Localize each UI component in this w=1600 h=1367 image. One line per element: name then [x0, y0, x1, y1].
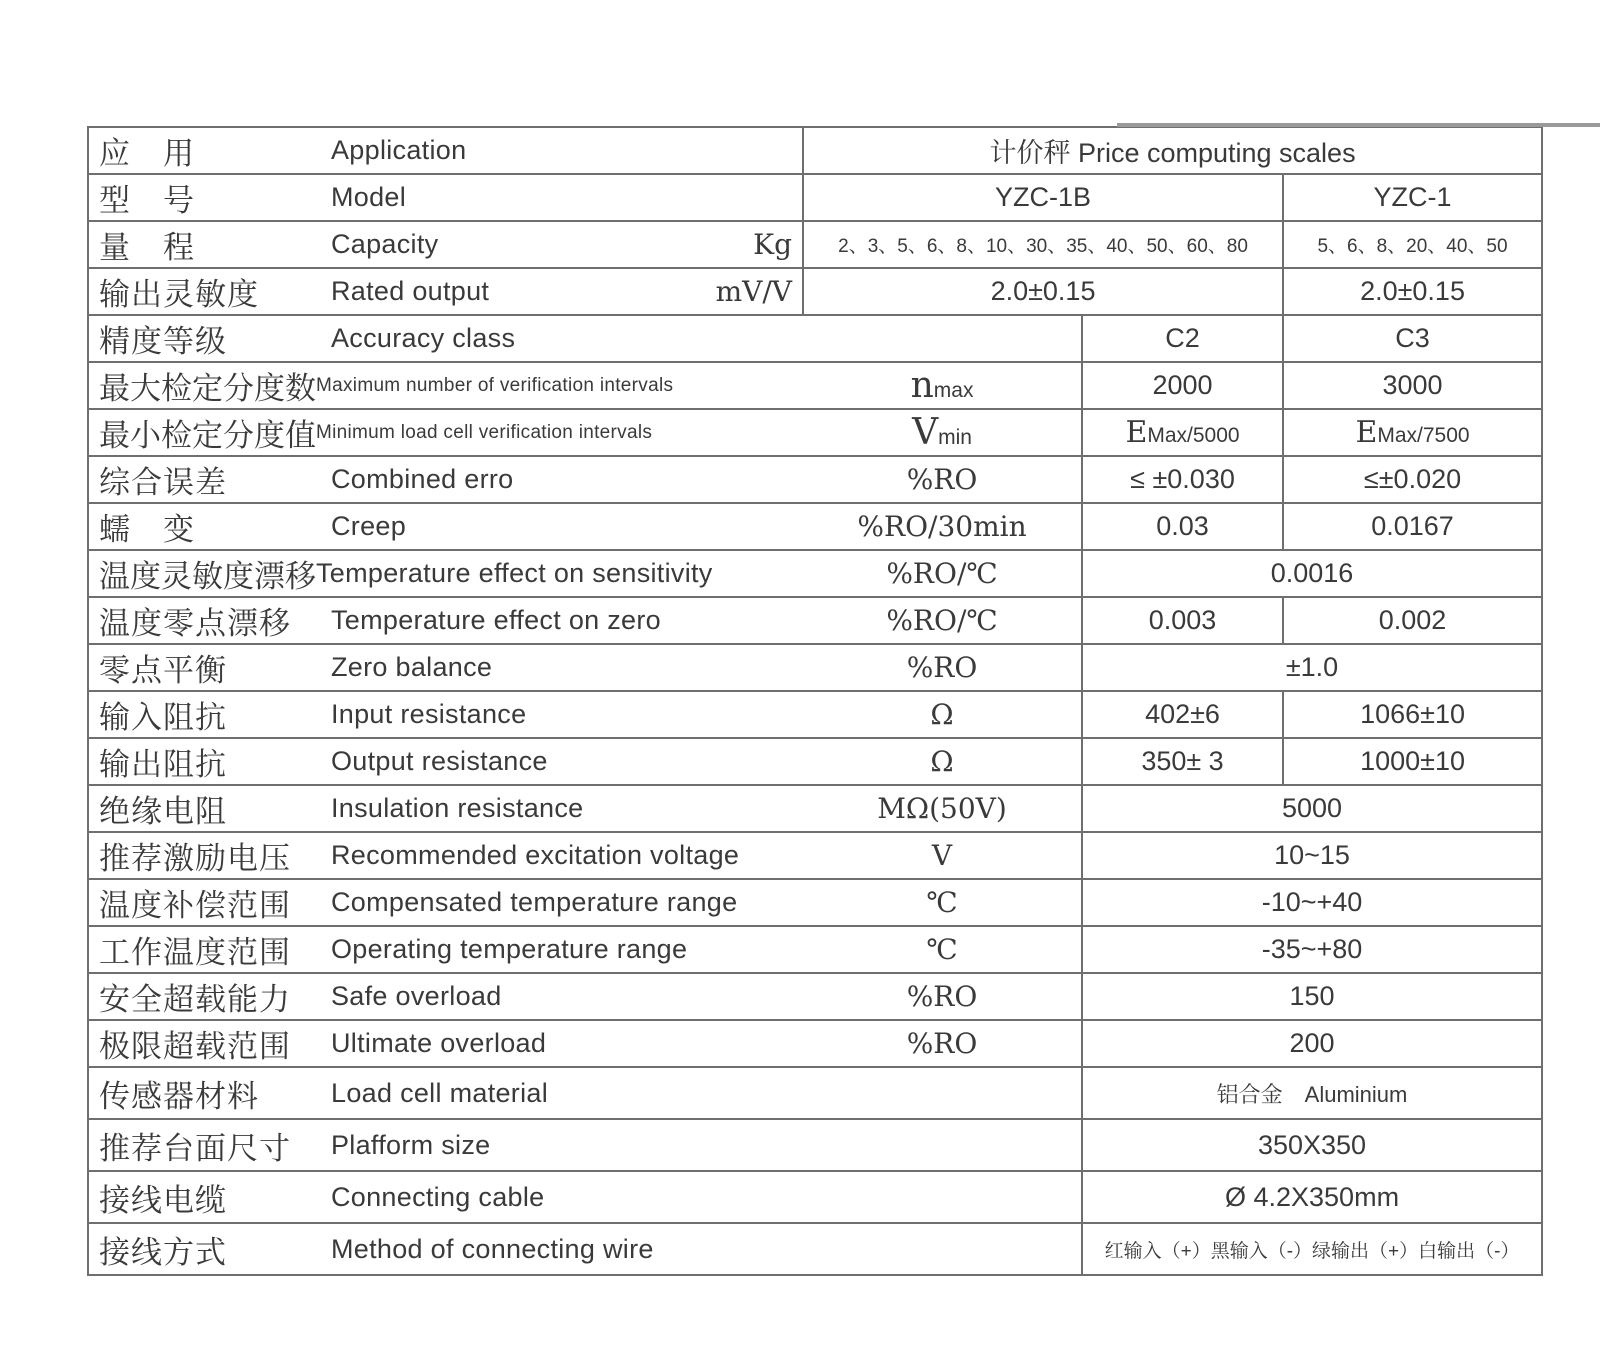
label-en: Method of connecting wire: [331, 1233, 654, 1264]
label-zh: 安全超载能力: [99, 982, 291, 1018]
row-label: [88, 268, 693, 315]
row-label: [88, 738, 803, 785]
row-label: [88, 973, 803, 1020]
label-zh: 精度等级: [99, 324, 227, 360]
label-en: Input resistance: [331, 699, 527, 729]
label-en: Recommended excitation voltage: [331, 840, 740, 870]
row-unit: %RO/℃: [803, 597, 1082, 644]
label-en: Connecting cable: [331, 1181, 545, 1212]
unit-main: n: [910, 365, 934, 406]
table-row: [88, 268, 1542, 315]
row-unit: [803, 1067, 1082, 1119]
label-zh: 量 程: [99, 230, 195, 266]
label-en: Model: [331, 182, 407, 212]
label-zh: 型 号: [99, 183, 195, 219]
c3-value: 1066±10: [1283, 691, 1542, 738]
shared-value: -10~+40: [1082, 879, 1542, 926]
c3-sub: Max/7500: [1377, 424, 1470, 447]
unit-sub: max: [933, 379, 974, 402]
row-label: [88, 221, 693, 268]
table-row: [88, 597, 1542, 644]
row-unit: %RO/℃: [803, 550, 1082, 597]
row-unit: mV/V: [693, 268, 803, 315]
row-label: [88, 1020, 803, 1067]
shared-value: Ø 4.2X350mm: [1082, 1171, 1542, 1223]
capacity-yzc-1: 5、6、8、20、40、50: [1283, 221, 1542, 268]
row-label: [88, 550, 803, 597]
row-unit: %RO: [803, 644, 1082, 691]
label-zh: 工作温度范围: [99, 935, 291, 971]
row-unit: Ω: [803, 738, 1082, 785]
c3-value: 1000±10: [1283, 738, 1542, 785]
table-row: [88, 1119, 1542, 1171]
row-label: [88, 503, 803, 550]
c2-main: E: [1125, 415, 1148, 450]
c2-value: [1082, 409, 1283, 456]
table-row: [88, 127, 1542, 174]
row-label: [88, 456, 803, 503]
label-en: Rated output: [331, 276, 490, 306]
label-en: Load cell material: [331, 1077, 549, 1108]
label-en: Insulation resistance: [331, 793, 584, 823]
row-unit: V: [803, 832, 1082, 879]
row-unit: Ω: [803, 691, 1082, 738]
table-row: [88, 409, 1542, 456]
c3-main: E: [1355, 415, 1378, 450]
label-en: Output resistance: [331, 746, 548, 776]
table-row: [88, 738, 1542, 785]
c3-value: ≤±0.020: [1283, 456, 1542, 503]
row-unit: MΩ(50V): [803, 785, 1082, 832]
unit-sub: min: [938, 426, 972, 449]
label-zh: 最小检定分度值: [99, 418, 316, 454]
table-row: [88, 503, 1542, 550]
label-en: Minimum load cell verification intervals: [316, 421, 653, 443]
row-label: [88, 1171, 803, 1223]
row-unit: %RO/30min: [803, 503, 1082, 550]
row-unit: [803, 1223, 1082, 1275]
label-zh: 温度零点漂移: [99, 606, 291, 642]
row-unit: %RO: [803, 456, 1082, 503]
row-unit: [803, 315, 1082, 362]
table-row: [88, 926, 1542, 973]
label-zh: 温度灵敏度漂移: [99, 559, 316, 595]
label-en: Ultimate overload: [331, 1028, 547, 1058]
label-en: Compensated temperature range: [331, 887, 738, 917]
model-yzc-1b: YZC-1B: [803, 174, 1283, 221]
c2-value: ≤ ±0.030: [1082, 456, 1283, 503]
label-en: Creep: [331, 511, 407, 541]
shared-value: 10~15: [1082, 832, 1542, 879]
row-label: [88, 362, 803, 409]
table-row: [88, 832, 1542, 879]
shared-value: 150: [1082, 973, 1542, 1020]
shared-value: ±1.0: [1082, 644, 1542, 691]
label-zh: 接线电缆: [99, 1182, 227, 1219]
label-en: Temperature effect on sensitivity: [316, 558, 713, 588]
c3-value: C3: [1283, 315, 1542, 362]
c2-value: 350± 3: [1082, 738, 1283, 785]
label-zh: 零点平衡: [99, 653, 227, 689]
model-yzc-1: YZC-1: [1283, 174, 1542, 221]
rated-output-yzc-1b: 2.0±0.15: [803, 268, 1283, 315]
table-row: [88, 644, 1542, 691]
row-unit: [803, 409, 1082, 456]
row-label: [88, 926, 803, 973]
label-zh: 综合误差: [99, 465, 227, 501]
shared-value: 铝合金 Aluminium: [1082, 1067, 1542, 1119]
table-row: [88, 785, 1542, 832]
shared-value: 红输入（+）黑输入（-）绿输出（+）白输出（-）: [1082, 1223, 1542, 1275]
row-label: [88, 1223, 803, 1275]
label-zh: 绝缘电阻: [99, 794, 227, 830]
c2-value: 0.03: [1082, 503, 1283, 550]
row-label: [88, 644, 803, 691]
table-row: [88, 550, 1542, 597]
c2-value: C2: [1082, 315, 1283, 362]
label-en: Temperature effect on zero: [331, 605, 661, 635]
row-unit: ℃: [803, 879, 1082, 926]
table-row: [88, 691, 1542, 738]
label-zh: 温度补偿范围: [99, 888, 291, 924]
c3-value: 0.002: [1283, 597, 1542, 644]
spec-sheet: [87, 126, 1541, 1276]
c3-value: [1283, 409, 1542, 456]
label-zh: 输出灵敏度: [99, 277, 259, 313]
row-label: [88, 1067, 803, 1119]
label-en: Application: [331, 135, 467, 165]
row-label: [88, 832, 803, 879]
table-row: [88, 362, 1542, 409]
row-label: [88, 315, 803, 362]
row-label: [88, 879, 803, 926]
c2-value: 0.003: [1082, 597, 1283, 644]
c2-sub: Max/5000: [1147, 424, 1240, 447]
c3-value: 0.0167: [1283, 503, 1542, 550]
table-row: [88, 1223, 1542, 1275]
application-value: 计价秤 Price computing scales: [803, 127, 1542, 174]
label-zh: 应 用: [99, 136, 195, 172]
row-unit: Kg: [693, 221, 803, 268]
shared-value: 200: [1082, 1020, 1542, 1067]
label-en: Operating temperature range: [331, 934, 688, 964]
rated-output-yzc-1: 2.0±0.15: [1283, 268, 1542, 315]
shared-value: 5000: [1082, 785, 1542, 832]
label-zh: 推荐激励电压: [99, 841, 291, 877]
label-zh: 传感器材料: [99, 1078, 259, 1115]
label-en: Maximum number of verification intervals: [316, 374, 674, 396]
table-row: [88, 456, 1542, 503]
label-zh: 输出阻抗: [99, 747, 227, 783]
row-unit: ℃: [803, 926, 1082, 973]
row-unit: [803, 362, 1082, 409]
row-label: [88, 785, 803, 832]
row-unit: %RO: [803, 973, 1082, 1020]
table-row: [88, 879, 1542, 926]
table-row: [88, 174, 1542, 221]
unit-main: V: [912, 412, 939, 453]
table-row: [88, 315, 1542, 362]
label-zh: 蠕 变: [99, 512, 195, 548]
c3-value: 3000: [1283, 362, 1542, 409]
row-label: [88, 127, 803, 174]
label-zh: 推荐台面尺寸: [99, 1130, 291, 1167]
label-zh: 接线方式: [99, 1234, 227, 1271]
row-unit: %RO: [803, 1020, 1082, 1067]
table-row: [88, 1171, 1542, 1223]
label-zh: 极限超载范围: [99, 1029, 291, 1065]
label-zh: 输入阻抗: [99, 700, 227, 736]
table-row: [88, 973, 1542, 1020]
table-row: [88, 1067, 1542, 1119]
shared-value: -35~+80: [1082, 926, 1542, 973]
spec-table: [87, 126, 1543, 1276]
label-zh: 最大检定分度数: [99, 371, 316, 407]
row-label: [88, 174, 803, 221]
label-en: Accuracy class: [331, 323, 516, 353]
row-label: [88, 691, 803, 738]
row-unit: [803, 1119, 1082, 1171]
capacity-yzc-1b: 2、3、5、6、8、10、30、35、40、50、60、80: [803, 221, 1283, 268]
table-row: [88, 1020, 1542, 1067]
shared-value: 350X350: [1082, 1119, 1542, 1171]
row-label: [88, 409, 803, 456]
label-en: Combined erro: [331, 464, 514, 494]
c2-value: 402±6: [1082, 691, 1283, 738]
table-row: [88, 221, 1542, 268]
label-en: Safe overload: [331, 981, 502, 1011]
label-en: Capacity: [331, 229, 439, 259]
label-en: Plafform size: [331, 1129, 491, 1160]
row-unit: [803, 1171, 1082, 1223]
row-label: [88, 1119, 803, 1171]
row-label: [88, 597, 803, 644]
c2-value: 2000: [1082, 362, 1283, 409]
shared-value: 0.0016: [1082, 550, 1542, 597]
label-en: Zero balance: [331, 652, 493, 682]
